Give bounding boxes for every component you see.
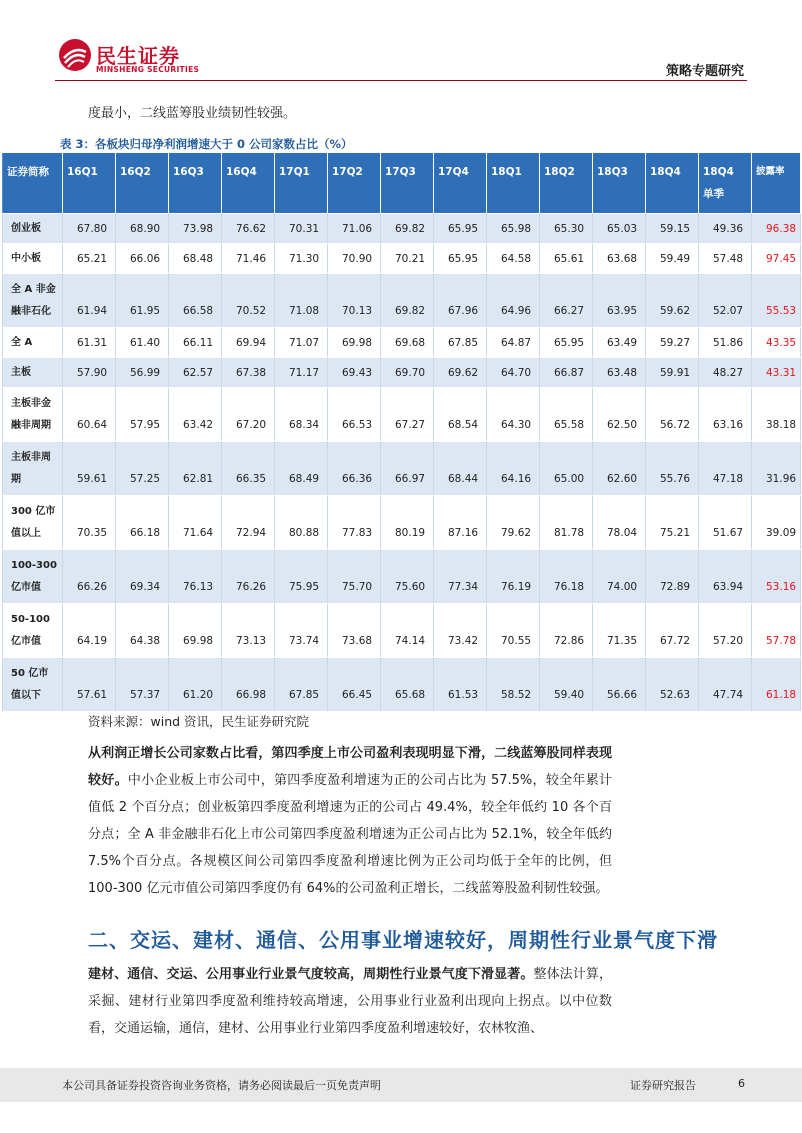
page-header	[0, 0, 802, 90]
table-cell: 71.30	[275, 244, 328, 274]
table-cell: 73.98	[169, 214, 222, 244]
table-cell: 96.38	[752, 214, 801, 244]
table-cell: 62.57	[169, 358, 222, 388]
table-row	[3, 328, 801, 358]
row-label: 50 亿市值以下	[3, 658, 63, 712]
table-row	[3, 214, 801, 244]
column-header: 18Q4	[646, 153, 699, 214]
table-cell: 70.21	[381, 244, 434, 274]
table-cell: 76.26	[222, 550, 275, 604]
table-cell: 57.37	[116, 658, 169, 712]
table-cell: 69.43	[328, 358, 381, 388]
column-header: 17Q2	[328, 153, 381, 214]
table-cell: 76.18	[540, 550, 593, 604]
column-header: 18Q4 单季	[699, 153, 752, 214]
column-header: 18Q3	[593, 153, 646, 214]
column-header: 证券简称	[3, 153, 63, 214]
table-cell: 56.72	[646, 388, 699, 442]
table-cell: 66.45	[328, 658, 381, 712]
table-cell: 61.95	[116, 274, 169, 328]
table-cell: 71.06	[328, 214, 381, 244]
table-cell: 65.21	[63, 244, 116, 274]
table-cell: 70.31	[275, 214, 328, 244]
table-cell: 66.98	[222, 658, 275, 712]
row-label: 300 亿市值以上	[3, 496, 63, 550]
table-cell: 68.44	[434, 442, 487, 496]
table-cell: 71.08	[275, 274, 328, 328]
table-cell: 57.25	[116, 442, 169, 496]
table-cell: 48.27	[699, 358, 752, 388]
table-cell: 65.95	[434, 214, 487, 244]
table-cell: 69.70	[381, 358, 434, 388]
table-cell: 65.00	[540, 442, 593, 496]
table-cell: 61.94	[63, 274, 116, 328]
table-cell: 72.89	[646, 550, 699, 604]
table-cell: 97.45	[752, 244, 801, 274]
table-cell: 64.16	[487, 442, 540, 496]
table-cell: 66.36	[328, 442, 381, 496]
table-cell: 73.68	[328, 604, 381, 658]
column-header: 16Q3	[169, 153, 222, 214]
table-cell: 66.27	[540, 274, 593, 328]
table-row	[3, 244, 801, 274]
table-cell: 74.14	[381, 604, 434, 658]
intro-text: 度最小，二线蓝筹股业绩韧性较强。	[88, 106, 297, 121]
table-cell: 69.82	[381, 214, 434, 244]
table-cell: 65.61	[540, 244, 593, 274]
row-label: 主板非周期	[3, 442, 63, 496]
table-cell: 59.49	[646, 244, 699, 274]
table-cell: 76.19	[487, 550, 540, 604]
table-cell: 66.35	[222, 442, 275, 496]
table-cell: 76.62	[222, 214, 275, 244]
paragraph-2-lead: 建材、通信、交运、公用事业行业景气度较高，周期性行业景气度下滑显著。	[88, 967, 534, 982]
table-cell: 67.38	[222, 358, 275, 388]
table-cell: 62.81	[169, 442, 222, 496]
table-cell: 80.19	[381, 496, 434, 550]
table-cell: 51.86	[699, 328, 752, 358]
table-cell: 52.07	[699, 274, 752, 328]
table-cell: 67.80	[63, 214, 116, 244]
table-cell: 66.26	[63, 550, 116, 604]
table-cell: 75.60	[381, 550, 434, 604]
report-category: 策略专题研究	[665, 64, 744, 79]
table-cell: 67.20	[222, 388, 275, 442]
table-cell: 87.16	[434, 496, 487, 550]
table-cell: 64.30	[487, 388, 540, 442]
table-cell: 81.78	[540, 496, 593, 550]
table-cell: 69.62	[434, 358, 487, 388]
column-header: 披露率	[752, 153, 801, 214]
table-cell: 80.88	[275, 496, 328, 550]
table-cell: 57.48	[699, 244, 752, 274]
table-cell: 74.00	[593, 550, 646, 604]
table-cell: 66.11	[169, 328, 222, 358]
table-cell: 73.13	[222, 604, 275, 658]
table-cell: 66.53	[328, 388, 381, 442]
paragraph-1-body: 中小企业板上市公司中，第四季度盈利增速为正的公司占比为 57.5%，较全年累计值低 2 个百分点；创业板第四季度盈利增速为正的公司占 49.4%，较全年低约 10 各个百分点；全 A 非金融非石化上市公司第四季度盈利增速为正公司占比为 52.1%，较全年低约 7.5%个百分点。各规模区间公司第四季度盈利增速比例为正公司均低于全年的比例，但 100-300 亿元市值公司第四季度仍有 64%的公司盈利正增长，二线蓝筹股盈利韧性较强。	[88, 773, 612, 896]
row-label: 中小板	[3, 244, 63, 274]
column-header: 16Q4	[222, 153, 275, 214]
table-cell: 79.62	[487, 496, 540, 550]
table-cell: 72.86	[540, 604, 593, 658]
table-cell: 61.40	[116, 328, 169, 358]
column-header: 18Q2	[540, 153, 593, 214]
row-label: 全 A	[3, 328, 63, 358]
table-cell: 55.76	[646, 442, 699, 496]
table-cell: 53.16	[752, 550, 801, 604]
table-cell: 66.58	[169, 274, 222, 328]
header-divider	[55, 80, 747, 81]
row-label: 100-300 亿市值	[3, 550, 63, 604]
table-cell: 69.82	[381, 274, 434, 328]
table-cell: 65.03	[593, 214, 646, 244]
table-cell: 52.63	[646, 658, 699, 712]
table-cell: 71.17	[275, 358, 328, 388]
logo-chinese-name: 民生证券	[96, 44, 180, 68]
table-cell: 57.95	[116, 388, 169, 442]
table-cell: 65.98	[487, 214, 540, 244]
table-cell: 63.16	[699, 388, 752, 442]
minsheng-logo-icon	[58, 38, 92, 72]
table-cell: 56.66	[593, 658, 646, 712]
table-cell: 63.49	[593, 328, 646, 358]
table-cell: 72.94	[222, 496, 275, 550]
logo-english-name: MINSHENG SECURITIES	[96, 65, 200, 74]
table-cell: 76.13	[169, 550, 222, 604]
table-cell: 63.42	[169, 388, 222, 442]
table-cell: 75.95	[275, 550, 328, 604]
table-cell: 71.07	[275, 328, 328, 358]
table-cell: 63.94	[699, 550, 752, 604]
table-cell: 73.74	[275, 604, 328, 658]
table-cell: 70.35	[63, 496, 116, 550]
column-header: 16Q2	[116, 153, 169, 214]
table-cell: 66.97	[381, 442, 434, 496]
table-cell: 71.46	[222, 244, 275, 274]
table-cell: 67.72	[646, 604, 699, 658]
table-cell: 58.52	[487, 658, 540, 712]
table-cell: 75.21	[646, 496, 699, 550]
table-cell: 68.54	[434, 388, 487, 442]
table-cell: 64.19	[63, 604, 116, 658]
table-cell: 67.27	[381, 388, 434, 442]
table-cell: 78.04	[593, 496, 646, 550]
table-cell: 67.85	[275, 658, 328, 712]
table-cell: 77.34	[434, 550, 487, 604]
table-cell: 77.83	[328, 496, 381, 550]
table-cell: 65.95	[540, 328, 593, 358]
table-cell: 65.58	[540, 388, 593, 442]
table-cell: 62.60	[593, 442, 646, 496]
table-title: 表 3：各板块归母净利润增速大于 0 公司家数占比（%）	[60, 137, 353, 151]
table-row	[3, 442, 801, 496]
table-cell: 75.70	[328, 550, 381, 604]
section-heading: 二、交运、建材、通信、公用事业增速较好，周期性行业景气度下滑	[88, 928, 718, 952]
table-cell: 61.31	[63, 328, 116, 358]
table-cell: 71.64	[169, 496, 222, 550]
table-cell: 70.52	[222, 274, 275, 328]
data-table	[2, 152, 801, 712]
table-cell: 64.87	[487, 328, 540, 358]
table-cell: 65.95	[434, 244, 487, 274]
table-cell: 67.96	[434, 274, 487, 328]
table-cell: 69.94	[222, 328, 275, 358]
table-cell: 68.34	[275, 388, 328, 442]
company-logo	[58, 38, 208, 78]
table-cell: 57.20	[699, 604, 752, 658]
table-cell: 31.96	[752, 442, 801, 496]
table-cell: 65.68	[381, 658, 434, 712]
column-header: 18Q1	[487, 153, 540, 214]
table-cell: 57.78	[752, 604, 801, 658]
table-cell: 68.49	[275, 442, 328, 496]
footer-disclaimer: 本公司具备证券投资咨询业务资格，请务必阅读最后一页免责声明	[62, 1079, 381, 1092]
table-cell: 65.30	[540, 214, 593, 244]
table-cell: 66.06	[116, 244, 169, 274]
table-cell: 70.90	[328, 244, 381, 274]
footer-report-type: 证券研究报告	[630, 1079, 696, 1092]
source-note: 资料来源：wind 资讯，民生证券研究院	[88, 714, 310, 729]
table-cell: 66.87	[540, 358, 593, 388]
table-cell: 38.18	[752, 388, 801, 442]
table-cell: 69.68	[381, 328, 434, 358]
table-cell: 55.53	[752, 274, 801, 328]
table-cell: 62.50	[593, 388, 646, 442]
table-cell: 67.85	[434, 328, 487, 358]
row-label: 主板非金融非周期	[3, 388, 63, 442]
paragraph-2	[88, 961, 612, 1042]
table-cell: 69.34	[116, 550, 169, 604]
table-cell: 59.27	[646, 328, 699, 358]
table-cell: 51.67	[699, 496, 752, 550]
table-cell: 39.09	[752, 496, 801, 550]
paragraph-1-lead: 从利润正增长公司家数占比看，第四季度上市公司盈利表现明显下滑，二线蓝筹股同样表现较好。	[88, 746, 612, 788]
column-header: 16Q1	[63, 153, 116, 214]
paragraph-1	[88, 740, 612, 902]
row-label: 创业板	[3, 214, 63, 244]
table-cell: 71.35	[593, 604, 646, 658]
table-cell: 68.48	[169, 244, 222, 274]
table-cell: 47.74	[699, 658, 752, 712]
page-number: 6	[738, 1077, 745, 1090]
table-cell: 61.53	[434, 658, 487, 712]
table-cell: 59.40	[540, 658, 593, 712]
table-cell: 64.96	[487, 274, 540, 328]
table-cell: 64.58	[487, 244, 540, 274]
column-header: 17Q4	[434, 153, 487, 214]
table-cell: 43.35	[752, 328, 801, 358]
row-label: 全 A 非金融非石化	[3, 274, 63, 328]
table-cell: 59.61	[63, 442, 116, 496]
table-cell: 61.20	[169, 658, 222, 712]
row-label: 主板	[3, 358, 63, 388]
table-cell: 49.36	[699, 214, 752, 244]
table-cell: 59.15	[646, 214, 699, 244]
row-label: 50-100 亿市值	[3, 604, 63, 658]
table-cell: 70.13	[328, 274, 381, 328]
paragraph-2-body: 整体法计算，采掘、建材行业第四季度盈利维持较高增速，公用事业行业盈利出现向上拐点。以中位数看，交通运输，通信，建材、公用事业行业第四季度盈利增速较好，农林牧渔、	[88, 967, 612, 1036]
table-header-row	[3, 153, 801, 214]
table-cell: 63.68	[593, 244, 646, 274]
table-cell: 61.18	[752, 658, 801, 712]
table-cell: 66.18	[116, 496, 169, 550]
table-row	[3, 658, 801, 712]
table-row	[3, 604, 801, 658]
table-cell: 63.95	[593, 274, 646, 328]
column-header: 17Q1	[275, 153, 328, 214]
table-cell: 69.98	[328, 328, 381, 358]
table-body	[3, 214, 801, 712]
table-cell: 64.38	[116, 604, 169, 658]
table-cell: 47.18	[699, 442, 752, 496]
table-row	[3, 388, 801, 442]
table-cell: 69.98	[169, 604, 222, 658]
table-cell: 68.90	[116, 214, 169, 244]
table-cell: 63.48	[593, 358, 646, 388]
table-cell: 70.55	[487, 604, 540, 658]
table-cell: 57.61	[63, 658, 116, 712]
table-cell: 60.64	[63, 388, 116, 442]
table-row	[3, 496, 801, 550]
column-header: 17Q3	[381, 153, 434, 214]
table-cell: 73.42	[434, 604, 487, 658]
table-cell: 59.91	[646, 358, 699, 388]
table-cell: 57.90	[63, 358, 116, 388]
table-cell: 56.99	[116, 358, 169, 388]
table-row	[3, 274, 801, 328]
table-row	[3, 550, 801, 604]
table-cell: 64.70	[487, 358, 540, 388]
table-row	[3, 358, 801, 388]
table-cell: 59.62	[646, 274, 699, 328]
table-cell: 43.31	[752, 358, 801, 388]
